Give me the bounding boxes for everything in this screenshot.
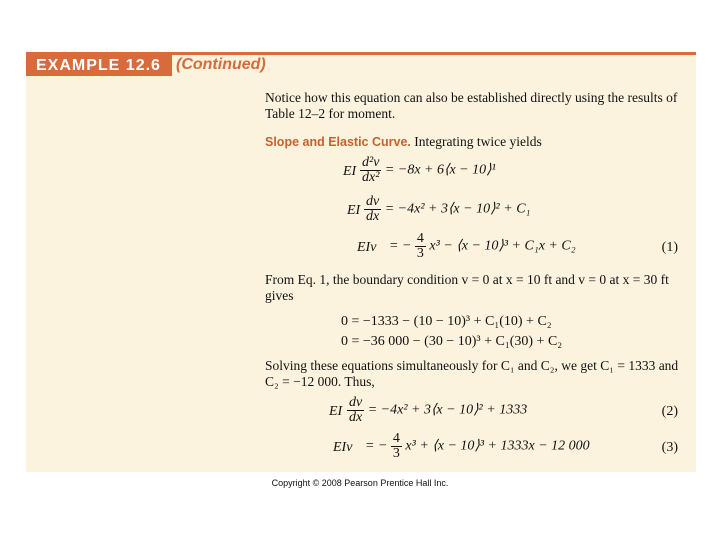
equation-2 (265, 396, 680, 430)
example-header (26, 52, 696, 76)
ei-label: EI (347, 203, 361, 218)
ei-label: EI (343, 164, 357, 179)
eq1-rhs: x³ − ⟨x − 10⟩³ + C₁x + C₂ (429, 238, 576, 254)
boundary-paragraph: From Eq. 1, the boundary condition v = 0 at x = 10 ft and v = 0 at x = 30 ft gives (265, 272, 669, 303)
equation-3 (265, 432, 680, 466)
example-badge: EXAMPLE 12.6 (26, 55, 172, 76)
four-thirds-fraction: $\frac{4}{3}$ (392, 431, 400, 461)
intro-paragraph: Notice how this equation can also be established directly using the results of Table 12–2 for moment. (265, 90, 678, 121)
equation-slope (265, 195, 680, 229)
system-line-1: 0 = −1333 − (10 − 10)³ + C₁(10) + C₂ (341, 314, 552, 329)
system-line-2: 0 = −36 000 − (30 − 10)³ + C₁(30) + C₂ (341, 334, 563, 349)
eq2-rhs: = −4x² + 3⟨x − 10⟩² + 1333 (367, 402, 528, 418)
eq1-sign: = − (389, 238, 412, 254)
eq3-number: (3) (661, 440, 678, 455)
section-line (265, 134, 680, 150)
solving-paragraph: Solving these equations simultaneously for C₁ and C₂, we get C₁ = 1333 and C₂ = −12 000. Thus, (265, 358, 679, 389)
section-heading: Slope and Elastic Curve. (265, 135, 411, 149)
eq1-lhs: EIv (357, 240, 377, 255)
d2v-dx2-fraction: $\frac{\text{d²v}}{\text{dx²}}$ (362, 155, 380, 185)
dv-dx-fraction: $\frac{dv}{dx}$ (349, 395, 363, 425)
eq3-rhs: x³ + ⟨x − 10⟩³ + 1333x − 12 000 (405, 438, 590, 454)
second-derivative-rhs: = −8x + 6⟨x − 10⟩¹ (384, 162, 496, 178)
ei-label: EI (329, 404, 343, 419)
equation-1 (265, 232, 680, 266)
continued-label: (Continued) (176, 56, 266, 73)
eq3-sign: = − (365, 438, 388, 454)
slope-rhs: = −4x² + 3⟨x − 10⟩² + C₁ (384, 201, 531, 217)
eq3-lhs: EIv (333, 440, 353, 455)
four-thirds-fraction: $\frac{4}{3}$ (416, 231, 424, 261)
section-text: Integrating twice yields (414, 134, 542, 149)
dv-dx-fraction: $\frac{dv}{dx}$ (366, 194, 380, 224)
eq1-number: (1) (661, 240, 678, 255)
eq2-number: (2) (661, 404, 678, 419)
equation-second-derivative (265, 156, 680, 190)
copyright-notice: Copyright © 2008 Pearson Prentice Hall Inc. (271, 478, 449, 488)
